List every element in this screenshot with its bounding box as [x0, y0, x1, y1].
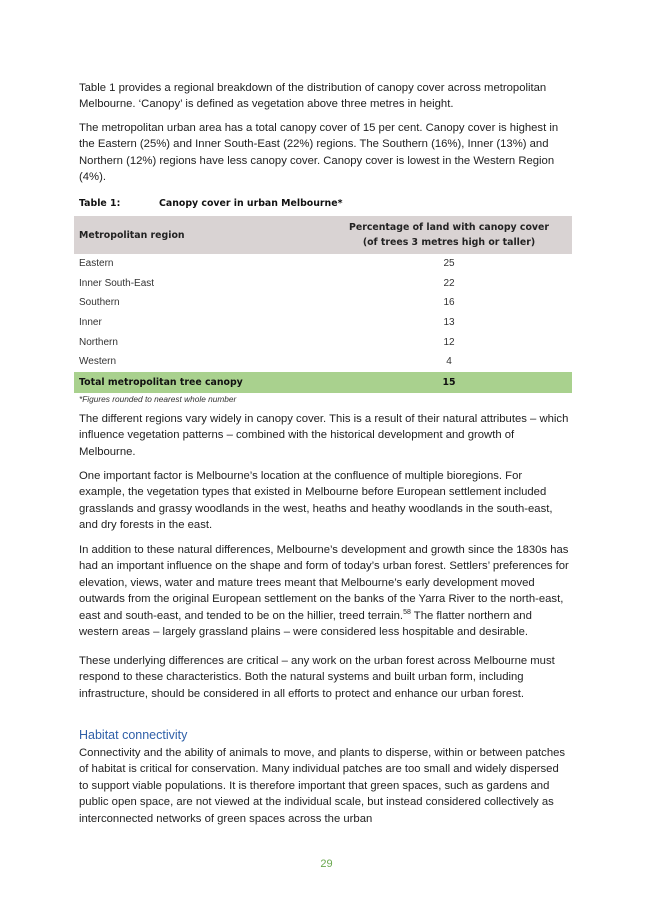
column-header-percentage — [326, 216, 572, 254]
table-row — [74, 254, 572, 274]
region-cell: Inner South-East — [79, 277, 155, 289]
region-cell: Inner — [79, 317, 102, 329]
development-text-start: In addition to these natural differences, Melbourne’s development and growth since the 1830s has had an important influence on the shape and form of today’s urban forest. Settlers’ preferences for elevation, views, water and mature trees meant that Melbourne’s early development moved outwards from the original European settlement on the banks of the Yarra River to the north-east, east and south-east, and tended to be on the hillier, treed terrain. — [79, 544, 569, 622]
table-title: Canopy cover in urban Melbourne* — [159, 198, 343, 209]
region-cell: Northern — [79, 336, 118, 348]
column-header-percentage-line1: Percentage of land with canopy cover — [348, 222, 550, 233]
table-footnote: *Figures rounded to nearest whole number — [79, 394, 237, 404]
development-paragraph — [79, 542, 571, 640]
table-total-row — [74, 372, 572, 393]
differences-paragraph: These underlying differences are critical – any work on the urban forest across Melbourne must respond to these characteristics. Both the natural systems and built urban form, including infrastructure, should be considered in all efforts to protect and enhance our urban forest. — [79, 655, 555, 700]
total-value-cell: 15 — [326, 372, 572, 393]
value-cell: 13 — [443, 317, 455, 329]
table-header-row — [74, 216, 572, 254]
value-cell: 22 — [443, 277, 455, 289]
total-label-cell: Total metropolitan tree canopy — [74, 372, 326, 393]
page-number: 29 — [320, 858, 333, 870]
bioregions-paragraph: One important factor is Melbourne’s location at the confluence of multiple bioregions. For example, the vegetation types that existed in Melbourne before European settlement included grasslands and grassy woodlands in the west, heaths and heathy woodlands in the south-east, and dry forests in the east. — [79, 470, 553, 532]
table-caption — [79, 198, 343, 209]
table-label: Table 1: — [79, 198, 121, 209]
region-cell: Southern — [79, 297, 120, 309]
region-cell: Eastern — [79, 258, 114, 270]
table-row — [74, 352, 572, 372]
reference-superscript: 58 — [403, 608, 411, 616]
intro-paragraph: Table 1 provides a regional breakdown of the distribution of canopy cover across metropolitan Melbourne. ‘Canopy’ is defined as vegetation above three metres in height. — [79, 82, 547, 111]
value-cell: 12 — [443, 336, 455, 348]
regions-paragraph: The different regions vary widely in canopy cover. This is a result of their natural attributes – which influence vegetation patterns – combined with the historical development and growth of Melbourne. — [79, 413, 569, 458]
value-cell: 4 — [446, 356, 452, 368]
development-text-end: The flatter northern and western areas – largely grassland plains – were considered less hospitable and desirable. — [79, 609, 532, 639]
region-cell: Western — [79, 356, 117, 368]
section-heading: Habitat connectivity — [79, 728, 188, 742]
value-cell: 16 — [443, 297, 455, 309]
column-header-percentage-line2: (of trees 3 metres high or taller) — [362, 237, 536, 248]
table-row — [74, 313, 572, 333]
canopy-table — [74, 216, 572, 393]
table-row — [74, 332, 572, 352]
table-row — [74, 274, 572, 294]
value-cell: 25 — [443, 258, 455, 270]
table-row — [74, 293, 572, 313]
connectivity-paragraph: Connectivity and the ability of animals to move, and plants to disperse, within or between patches of habitat is critical for conservation. Many individual patches are too small and widely dispersed to support viable populations. It is therefore important that green spaces, such as gardens and public open space, are not viewed at the individual scale, but instead considered collectively as interconnected networks of green spaces across the urban — [79, 747, 566, 825]
column-header-region: Metropolitan region — [74, 216, 326, 254]
canopy-summary-paragraph: The metropolitan urban area has a total canopy cover of 15 per cent. Canopy cover is highest in the Eastern (25%) and Inner South-East (22%) regions. The Southern (16%), Inner (13%) and Northern (12%) regions have less canopy cover. Canopy cover is lowest in the Western Region (4%). — [79, 122, 559, 184]
